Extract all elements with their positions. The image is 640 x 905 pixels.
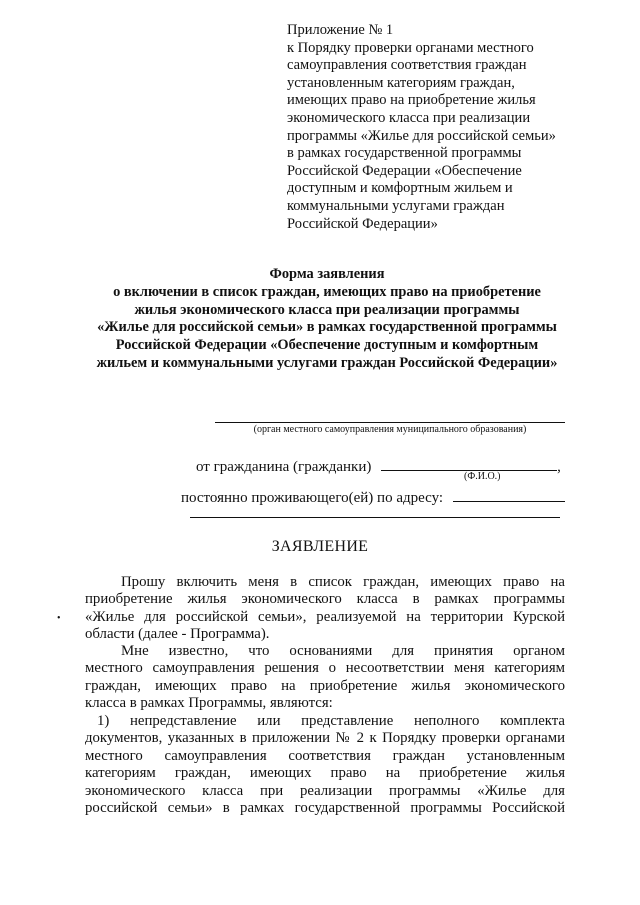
organ-field-line[interactable] <box>215 422 565 423</box>
from-label: от гражданина (гражданки) <box>196 459 372 475</box>
address-label: постоянно проживающего(ей) по адресу: <box>181 490 444 506</box>
form-title-line: Форма заявления <box>269 266 385 282</box>
form-title-line: жильем и коммунальными услугами граждан Российской Федерации» <box>96 354 558 371</box>
text-line: 1) непредставление или представление неполного комплекта <box>97 713 565 729</box>
text-line: Мне известно, что основаниями для принятия органом <box>121 643 565 659</box>
appendix-line: самоуправления соответствия граждан <box>287 57 527 74</box>
from-row <box>196 456 561 476</box>
fio-caption: (Ф.И.О.) <box>464 471 501 482</box>
appendix-line: Российской Федерации» <box>287 215 438 232</box>
text-line: Прошу включить меня в список граждан, имеющих право на <box>121 574 565 590</box>
appendix-block <box>287 22 587 233</box>
address-row <box>181 487 565 507</box>
appendix-line: имеющих право на приобретение жилья <box>287 92 536 109</box>
appendix-line: в рамках государственной программы <box>287 145 522 162</box>
appendix-title: Приложение № 1 <box>287 22 394 38</box>
statement-heading: ЗАЯВЛЕНИЕ <box>271 538 369 555</box>
form-title-line: Российской Федерации «Обеспечение доступным и комфортным <box>115 337 539 354</box>
appendix-line: установленным категориям граждан, <box>287 74 515 91</box>
paragraph-grounds <box>85 643 565 713</box>
from-comma: , <box>557 459 561 475</box>
text-line: приобретение жилья экономического класса в рамках программы <box>85 591 565 608</box>
text-line: граждан, имеющих право на приобретение жилья экономического <box>85 677 565 694</box>
text-line: категориям граждан, имеющих право на приобретение жилья <box>85 765 565 782</box>
form-title-line: «Жилье для российской семьи» в рамках государственной программы <box>97 319 557 336</box>
fio-field[interactable] <box>381 456 557 471</box>
text-line: экономического класса при реализации программы «Жилье для <box>85 782 565 799</box>
form-title <box>60 266 594 373</box>
margin-mark: • <box>57 613 61 624</box>
appendix-line: коммунальными услугами граждан <box>287 197 505 214</box>
text-line: класса в рамках Программы, являются: <box>85 695 333 712</box>
text-line: документов, указанных в приложении № 2 к Порядку проверки органами <box>85 730 565 747</box>
appendix-line: к Порядку проверки органами местного <box>287 39 534 56</box>
organ-caption: (орган местного самоуправления муниципального образования) <box>253 424 527 435</box>
form-title-line: жилья экономического класса при реализации программы <box>134 301 520 318</box>
address-field-line-2[interactable] <box>190 517 560 518</box>
appendix-line: Российской Федерации «Обеспечение <box>287 162 522 179</box>
text-line: российской семьи» в рамках государственной программы Российской <box>85 800 565 817</box>
text-line: «Жилье для российской семьи», реализуемой на территории Курской <box>85 608 565 625</box>
appendix-line: доступным и комфортным жильем и <box>287 180 513 197</box>
text-line: области (далее - Программа). <box>85 626 270 643</box>
appendix-line: программы «Жилье для российской семьи» <box>287 127 556 144</box>
text-line: местного самоуправления соответствия граждан установленным <box>85 747 565 764</box>
paragraph-request <box>85 574 565 644</box>
address-field[interactable] <box>453 487 565 502</box>
text-line: местного самоуправления решения о несоответствии меня категориям <box>85 660 565 677</box>
paragraph-item-1 <box>85 713 565 817</box>
appendix-line: экономического класса при реализации <box>287 109 531 126</box>
form-title-line: о включении в список граждан, имеющих право на приобретение <box>113 283 541 300</box>
